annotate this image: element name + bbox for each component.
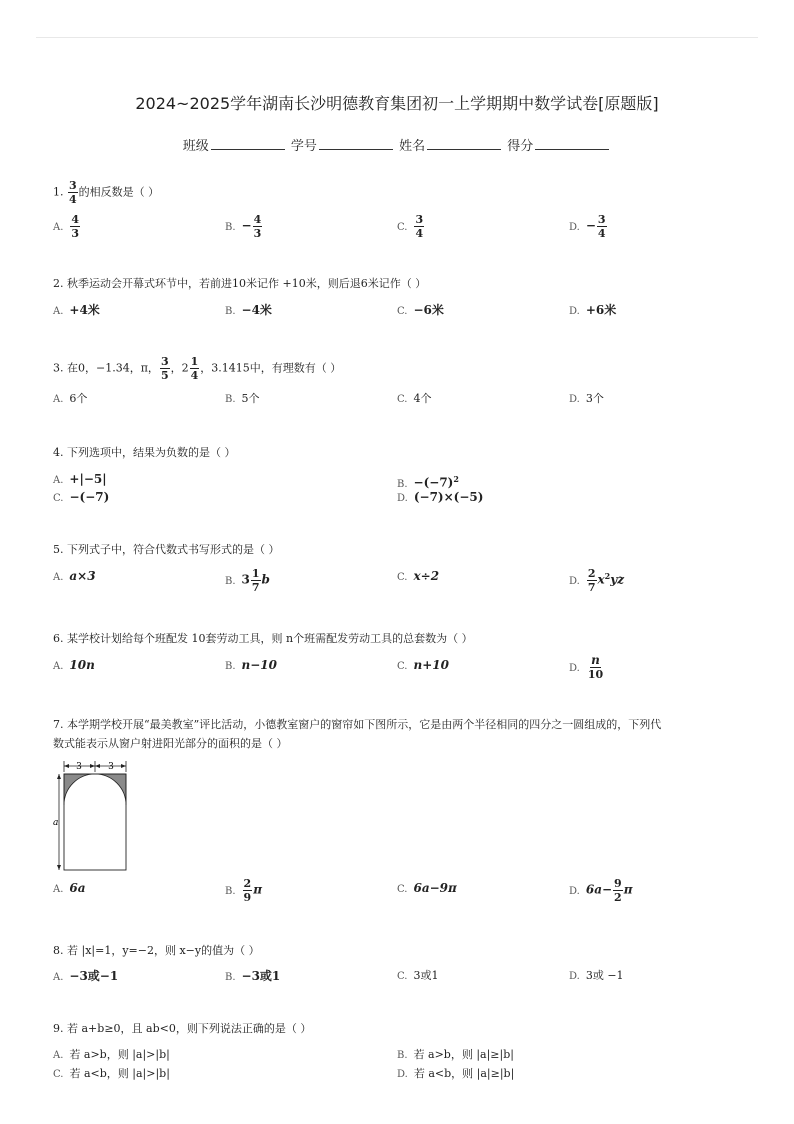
question-6 (53, 631, 473, 647)
q2-option-c[interactable]: C. −6米 (397, 303, 444, 317)
question-3: 3. 在0，−1.34，π， $\frac{3}{5}$ ，2 $\frac{1}{4}$ ，3.1415中，有理数有（ ） (53, 355, 342, 382)
question-number: 8. (53, 944, 64, 957)
question-7-line-2: 数式能表示从窗户射进阳光部分的面积的是（ ） (53, 737, 288, 750)
number-blank[interactable] (319, 137, 393, 150)
question-text: 本学期学校开展“最美教室”评比活动，小德教室窗户的窗帘如下图所示，它是由两个半径相同的四分之一圆组成的，下列代 (67, 718, 662, 731)
q9-option-d[interactable]: D. 若 a<b，则 |a|≥|b| (397, 1067, 515, 1080)
question-1 (53, 180, 159, 205)
q9-option-b[interactable]: B. 若 a>b，则 |a|≥|b| (397, 1048, 514, 1061)
question-text: 若 a+b≥0，且 ab<0，则下列说法正确的是（ ） (67, 1022, 312, 1035)
fraction: $\frac{3}{4}$ (69, 179, 77, 206)
q8-option-b[interactable]: B. −3或1 (225, 969, 281, 983)
q3-option-a[interactable]: A. 6个 (53, 392, 88, 405)
question-5 (53, 542, 280, 558)
q8-option-d[interactable]: D. 3或 −1 (569, 969, 624, 982)
score-blank[interactable] (535, 137, 609, 150)
header-divider (36, 37, 758, 38)
q5-option-d[interactable]: D. $\frac{2}{7}$ $x^2yz$ (569, 567, 625, 595)
dim-label-2: 3 (108, 762, 114, 772)
q1-option-a[interactable]: A. $\frac{4}{3}$ (53, 213, 80, 240)
question-text: 下列式子中，符合代数式书写形式的是（ ） (67, 543, 280, 556)
fraction: $\frac{1}{4}$ (190, 355, 199, 382)
question-text: 下列选项中，结果为负数的是（ ） (67, 446, 236, 459)
q2-option-b[interactable]: B. −4米 (225, 303, 272, 317)
q3-option-d[interactable]: D. 3个 (569, 392, 604, 405)
q3-option-c[interactable]: C. 4个 (397, 392, 432, 405)
q1-option-c[interactable]: C. $\frac{3}{4}$ (397, 213, 424, 240)
question-number: 5. (53, 543, 64, 556)
q9-option-c[interactable]: C. 若 a<b，则 |a|>|b| (53, 1067, 170, 1080)
q6-option-b[interactable]: B. n−10 (225, 658, 278, 672)
q7-option-a[interactable]: A. 6a (53, 881, 86, 895)
question-number: 7. (53, 718, 64, 731)
height-label: a (53, 818, 59, 828)
number-label: 学号 (290, 139, 317, 154)
question-text: 某学校计划给每个班配发 10套劳动工具，则 n个班需配发劳动工具的总套数为（ ） (67, 632, 473, 645)
q6-option-a[interactable]: A. 10n (53, 658, 95, 672)
q2-option-a[interactable]: A. +4米 (53, 303, 100, 317)
q1-option-b[interactable]: B. − $\frac{4}{3}$ (225, 213, 262, 240)
q6-option-c[interactable]: C. n+10 (397, 658, 449, 672)
question-number: 1. (53, 185, 64, 199)
q4-option-a[interactable]: A. +|−5| (53, 472, 107, 486)
question-text: 若 |x|=1，y=−2，则 x−y的值为（ ） (67, 944, 260, 957)
score-label: 得分 (507, 139, 534, 154)
question-number: 3. (53, 361, 64, 375)
name-blank[interactable] (427, 137, 501, 150)
q6-option-d[interactable]: D. $\frac{n}{10}$ (569, 653, 604, 681)
q5-option-c[interactable]: C. x÷2 (397, 569, 440, 583)
class-blank[interactable] (211, 137, 285, 150)
q4-option-d[interactable]: D. (−7)×(−5) (397, 490, 484, 504)
page-title: 2024~2025学年湖南长沙明德教育集团初一上学期期中数学试卷[原题版] (135, 94, 659, 113)
question-9 (53, 1021, 311, 1037)
question-number: 9. (53, 1022, 64, 1035)
question-number: 4. (53, 446, 64, 459)
class-label: 班级 (182, 139, 209, 154)
question-7 (53, 717, 661, 733)
q1-option-d[interactable]: D. − $\frac{3}{4}$ (569, 213, 606, 240)
q2-option-d[interactable]: D. +6米 (569, 303, 617, 317)
question-number: 6. (53, 632, 64, 645)
name-label: 姓名 (399, 139, 426, 154)
q5-option-b[interactable]: B. 3 $\frac{1}{7}$ b (225, 567, 270, 594)
question-4 (53, 445, 236, 461)
dim-label-1: 3 (76, 762, 82, 772)
q8-option-a[interactable]: A. −3或−1 (53, 969, 119, 983)
student-info-line (0, 135, 794, 154)
q7-option-c[interactable]: C. 6a−9π (397, 881, 457, 895)
fraction: $\frac{3}{5}$ (160, 355, 169, 382)
q7-option-b[interactable]: B. $\frac{2}{9}$ π (225, 877, 262, 904)
question-8 (53, 943, 260, 959)
q8-option-c[interactable]: C. 3或1 (397, 969, 439, 982)
question-number: 2. (53, 277, 64, 290)
question-2 (53, 276, 426, 292)
q4-option-b[interactable]: B. $-(-7)^2$ (397, 474, 459, 490)
q4-option-c[interactable]: C. −(−7) (53, 490, 110, 504)
q5-option-a[interactable]: A. a×3 (53, 569, 96, 583)
question-text: 秋季运动会开幕式环节中，若前进10米记作 +10米，则后退6米记作（ ） (67, 277, 427, 290)
q9-option-a[interactable]: A. 若 a>b，则 |a|>|b| (53, 1048, 170, 1061)
curtain-figure (50, 758, 132, 874)
question-text: 的相反数是（ ） (78, 185, 160, 199)
q3-option-b[interactable]: B. 5个 (225, 392, 260, 405)
q7-option-d[interactable]: D. 6a− $\frac{9}{2}$ π (569, 877, 633, 904)
